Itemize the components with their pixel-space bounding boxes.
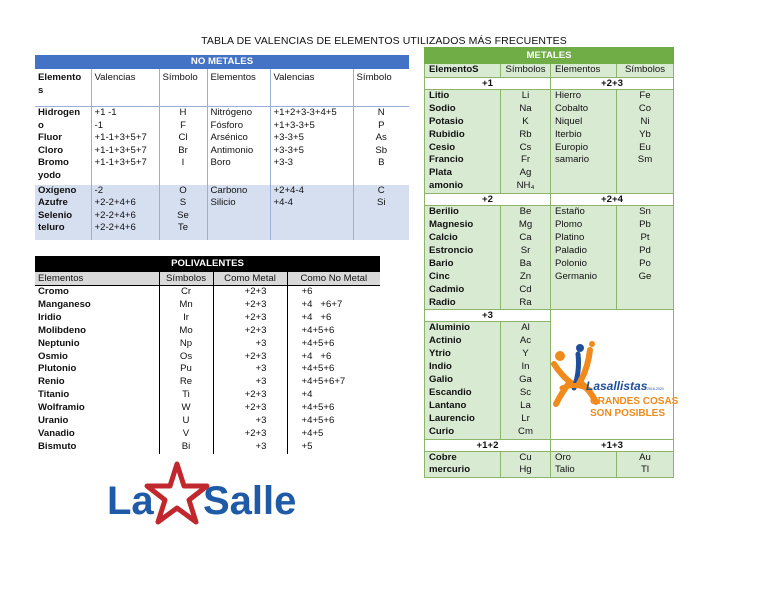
element-symbol: C <box>353 185 409 198</box>
valence-value: +1+2+3-3+4+5 <box>270 107 353 120</box>
element-name: Cinc <box>425 271 501 284</box>
figures-icon <box>554 341 596 404</box>
star-icon <box>147 464 207 522</box>
element-symbol: Sn <box>617 206 674 219</box>
valence-value: +1-1+3+5+7 <box>91 145 159 158</box>
element-name: Estaño <box>551 206 617 219</box>
element-symbol: Po <box>617 258 674 271</box>
table-row <box>425 89 674 102</box>
element-symbol: Fe <box>617 89 674 102</box>
element-symbol: P <box>353 120 409 133</box>
metal-valence: +2+3 <box>213 389 287 402</box>
nonmetal-valence: +4+5+6 <box>301 402 335 414</box>
column-header: Elementos <box>207 69 270 107</box>
element-name: Niquel <box>551 116 617 129</box>
table-row <box>425 129 674 142</box>
nonmetal-valence: +4 +6 <box>301 311 332 323</box>
element-symbol: Ag <box>501 167 551 180</box>
element-name: Uranio <box>35 415 159 428</box>
valence-group-label: +2 <box>425 194 551 206</box>
empty-cell <box>551 477 617 478</box>
element-symbol: Tl <box>617 464 674 477</box>
element-name: Antimonio <box>207 145 270 158</box>
element-symbol: Re <box>159 376 213 389</box>
element-name: Germanio <box>551 271 617 284</box>
valence-value: +4-4 <box>270 197 353 210</box>
element-symbol: Cr <box>159 286 213 299</box>
element-symbol: S <box>159 197 207 210</box>
element-name: Calcio <box>425 232 501 245</box>
table-row <box>425 426 674 439</box>
element-symbol: Np <box>159 338 213 351</box>
element-symbol: In <box>501 361 551 374</box>
element-name: Cesio <box>425 142 501 155</box>
element-name: Neptunio <box>35 338 159 351</box>
element-name: Boro <box>207 157 270 170</box>
valence-group-row <box>425 310 674 322</box>
element-name: Actinio <box>425 335 501 348</box>
element-name: Cobre <box>425 451 501 464</box>
nonmetal-valence: +4+5+6 <box>301 337 335 349</box>
element-symbol: Ti <box>159 389 213 402</box>
element-name: Arsénico <box>207 132 270 145</box>
element-name: Molibdeno <box>35 325 159 338</box>
element-name <box>207 170 270 185</box>
column-header: Elementos <box>551 64 617 78</box>
element-symbol: Ni <box>617 116 674 129</box>
element-name <box>551 284 617 297</box>
element-name: Plata <box>425 167 501 180</box>
element-symbol: Ba <box>501 258 551 271</box>
nonmetal-valence: +4+5+6 <box>301 324 335 336</box>
element-name: Berilio <box>425 206 501 219</box>
element-symbol: Sb <box>353 145 409 158</box>
element-name: Vanadio <box>35 428 159 441</box>
valence-value <box>270 170 353 185</box>
table-row <box>35 145 409 158</box>
empty-cell <box>551 426 674 439</box>
element-symbol: V <box>159 428 213 441</box>
element-symbol: B <box>353 157 409 170</box>
element-name <box>551 180 617 193</box>
valence-value: -2 <box>91 185 159 198</box>
valence-value: +2-2+4+6 <box>91 210 159 223</box>
element-name <box>551 167 617 180</box>
metal-valence: +2+3 <box>213 351 287 364</box>
element-symbol: Pu <box>159 363 213 376</box>
valence-value: +2-2+4+6 <box>91 197 159 210</box>
table-row <box>35 210 409 223</box>
valence-value: +1-1+3+5+7 <box>91 157 159 170</box>
element-symbol: Zn <box>501 271 551 284</box>
element-symbol: Sr <box>501 245 551 258</box>
element-symbol: Mo <box>159 325 213 338</box>
lasallistas-logo <box>550 342 679 424</box>
element-name: Oxígeno <box>35 185 91 198</box>
valence-value: +1+3-3+5 <box>270 120 353 133</box>
element-name: Silicio <box>207 197 270 210</box>
element-name: Bromo <box>35 157 91 170</box>
la-salle-logo-text-salle: Salle <box>203 479 297 523</box>
valence-group-label: +1+3 <box>551 439 674 451</box>
lasallistas-logo-line1: Lasallistas <box>586 379 648 393</box>
nonmetal-valence: +4+5+6 <box>301 415 335 427</box>
valence-group-label: +2+4 <box>551 194 674 206</box>
nonmetal-valence: +4 <box>301 389 313 401</box>
la-salle-logo <box>105 458 305 538</box>
column-header: Valencias <box>91 69 159 107</box>
valence-group-row <box>425 77 674 89</box>
element-symbol: Hg <box>501 464 551 477</box>
element-name: Rubidio <box>425 129 501 142</box>
nonmetal-valence: +6 <box>301 286 313 297</box>
element-symbol: Co <box>617 103 674 116</box>
table-row <box>425 219 674 232</box>
element-name: Oro <box>551 451 617 464</box>
element-symbol: I <box>159 157 207 170</box>
table-row <box>35 222 409 240</box>
element-symbol <box>159 170 207 185</box>
element-name: Radio <box>425 297 501 310</box>
element-name: Osmio <box>35 351 159 364</box>
element-symbol: Cs <box>501 142 551 155</box>
table-row <box>35 299 380 312</box>
table-row <box>35 402 380 415</box>
element-name: Galio <box>425 374 501 387</box>
element-symbol: Pt <box>617 232 674 245</box>
column-header: Símbolos <box>617 64 674 78</box>
table-row <box>35 286 380 299</box>
page-title: TABLA DE VALENCIAS DE ELEMENTOS UTILIZADOS MÁS FRECUENTES <box>201 35 567 47</box>
element-name <box>207 222 270 240</box>
element-name: Potasio <box>425 116 501 129</box>
valence-group-row <box>425 194 674 206</box>
element-symbol: Mg <box>501 219 551 232</box>
element-symbol: N <box>353 107 409 120</box>
column-header: Como Metal <box>213 272 287 286</box>
column-header: Elementos <box>35 272 159 286</box>
element-symbol: Cl <box>159 132 207 145</box>
valence-group-label: +2+3 <box>551 77 674 89</box>
table-row <box>35 197 409 210</box>
valence-value <box>270 222 353 240</box>
element-name: Bario <box>425 258 501 271</box>
table-row <box>35 338 380 351</box>
no-metales-table <box>35 55 409 240</box>
metales-header: METALES <box>425 48 674 64</box>
element-name: Polonio <box>551 258 617 271</box>
element-name: Hidrogen <box>35 107 91 120</box>
lasallistas-logo-years: 2016-2020 <box>647 387 664 391</box>
la-salle-logo-text-la: La <box>107 479 154 523</box>
element-name: Iridio <box>35 312 159 325</box>
element-name: mercurio <box>425 464 501 477</box>
nonmetal-valence: +4+5+6+7 <box>301 376 346 388</box>
element-symbol <box>353 210 409 223</box>
element-symbol <box>617 180 674 193</box>
table-row <box>425 206 674 219</box>
table-row <box>425 451 674 464</box>
element-symbol: Te <box>159 222 207 240</box>
element-name: teluro <box>35 222 91 240</box>
element-name: Cadmio <box>425 284 501 297</box>
column-header: Símbolo <box>353 69 409 107</box>
valence-value: +3-3+5 <box>270 132 353 145</box>
metal-valence: +3 <box>213 338 287 351</box>
empty-cell <box>551 322 674 335</box>
element-symbol: Al <box>501 322 551 335</box>
column-header: Símbolos <box>501 64 551 78</box>
metal-valence: +3 <box>213 363 287 376</box>
element-symbol: As <box>353 132 409 145</box>
element-name: Lantano <box>425 400 501 413</box>
element-symbol: Be <box>501 206 551 219</box>
valence-value: +1 -1 <box>91 107 159 120</box>
element-symbol <box>617 284 674 297</box>
metal-valence: +2+3 <box>213 325 287 338</box>
nonmetal-valence: +4+5 <box>301 427 324 439</box>
metal-valence: +2+3 <box>213 402 287 415</box>
empty-cell <box>425 477 501 478</box>
element-symbol: W <box>159 402 213 415</box>
element-name: Manganeso <box>35 299 159 312</box>
table-row <box>425 116 674 129</box>
table-row <box>425 103 674 116</box>
table-row <box>35 107 409 120</box>
element-name: Carbono <box>207 185 270 198</box>
element-name: Bismuto <box>35 441 159 454</box>
element-symbol: Ga <box>501 374 551 387</box>
table-row <box>35 428 380 441</box>
element-symbol: Br <box>159 145 207 158</box>
element-symbol: Li <box>501 89 551 102</box>
table-row <box>425 464 674 477</box>
element-name: Plutonio <box>35 363 159 376</box>
table-row <box>35 132 409 145</box>
table-row <box>35 312 380 325</box>
table-row <box>35 415 380 428</box>
column-header: Símbolos <box>159 272 213 286</box>
valence-value: +1-1+3+5+7 <box>91 132 159 145</box>
table-row <box>425 142 674 155</box>
table-row <box>425 322 674 335</box>
lasallistas-logo-line2: GRANDES COSAS <box>590 396 679 407</box>
nonmetal-valence: +4 +6+7 <box>301 298 343 310</box>
element-symbol: Cd <box>501 284 551 297</box>
element-symbol: Au <box>617 451 674 464</box>
table-row <box>35 120 409 133</box>
element-name: Titanio <box>35 389 159 402</box>
element-name: samario <box>551 154 617 167</box>
column-header: ElementoS <box>425 64 501 78</box>
table-row <box>425 271 674 284</box>
element-symbol: Ac <box>501 335 551 348</box>
element-symbol: Y <box>501 348 551 361</box>
element-symbol: Fr <box>501 154 551 167</box>
element-symbol <box>617 167 674 180</box>
element-symbol: H <box>159 107 207 120</box>
no-metales-header: NO METALES <box>35 55 409 69</box>
element-name: Europio <box>551 142 617 155</box>
element-symbol: Os <box>159 351 213 364</box>
element-name: yodo <box>35 170 91 185</box>
nonmetal-valence: +4+5+6 <box>301 363 335 375</box>
element-symbol: Ca <box>501 232 551 245</box>
element-name: amonio <box>425 180 501 193</box>
element-symbol: Ir <box>159 312 213 325</box>
metal-valence: +2+3 <box>213 299 287 312</box>
element-name: Renio <box>35 376 159 389</box>
element-name: Plomo <box>551 219 617 232</box>
table-row <box>425 232 674 245</box>
table-row <box>425 180 674 193</box>
metal-valence: +2+3 <box>213 286 287 299</box>
element-name: o <box>35 120 91 133</box>
element-name: Azufre <box>35 197 91 210</box>
element-name: Escandio <box>425 387 501 400</box>
metal-valence: +3 <box>213 415 287 428</box>
table-row <box>425 297 674 310</box>
element-symbol: Bi <box>159 441 213 454</box>
element-symbol: Na <box>501 103 551 116</box>
element-name: Fósforo <box>207 120 270 133</box>
table-row <box>35 170 409 185</box>
element-name: Nitrógeno <box>207 107 270 120</box>
element-symbol: Cu <box>501 451 551 464</box>
element-symbol: F <box>159 120 207 133</box>
metal-valence: +2+3 <box>213 312 287 325</box>
element-name: Cloro <box>35 145 91 158</box>
element-name: Wolframio <box>35 402 159 415</box>
element-name <box>551 297 617 310</box>
element-name: Litio <box>425 89 501 102</box>
element-name <box>207 210 270 223</box>
column-header: Símbolo <box>159 69 207 107</box>
empty-cell <box>617 477 674 478</box>
valence-group-row <box>425 439 674 451</box>
element-name: Ytrio <box>425 348 501 361</box>
element-symbol: Rb <box>501 129 551 142</box>
element-symbol: Mn <box>159 299 213 312</box>
table-row <box>425 167 674 180</box>
metal-valence: +3 <box>213 441 287 454</box>
metal-valence: +2+3 <box>213 428 287 441</box>
element-name: Cobalto <box>551 103 617 116</box>
element-name: Estroncio <box>425 245 501 258</box>
lasallistas-logo-line3: SON POSIBLES <box>590 408 666 419</box>
table-row <box>35 157 409 170</box>
table-row <box>35 389 380 402</box>
element-name: Hierro <box>551 89 617 102</box>
valence-group-label: +3 <box>425 310 551 322</box>
valence-group-label: +1+2 <box>425 439 551 451</box>
element-name: Francio <box>425 154 501 167</box>
column-header: Como No Metal <box>287 272 380 286</box>
element-symbol: K <box>501 116 551 129</box>
element-symbol: Ge <box>617 271 674 284</box>
valence-value: -1 <box>91 120 159 133</box>
element-symbol: Ra <box>501 297 551 310</box>
valence-value: +3-3 <box>270 157 353 170</box>
column-header: Elemento s <box>35 69 91 107</box>
element-name: Aluminio <box>425 322 501 335</box>
table-row <box>425 284 674 297</box>
valence-value: +3-3+5 <box>270 145 353 158</box>
nonmetal-valence: +5 <box>301 440 313 452</box>
table-row <box>35 441 380 454</box>
element-symbol <box>617 297 674 310</box>
element-symbol: Yb <box>617 129 674 142</box>
valence-value <box>270 210 353 223</box>
empty-cell <box>501 477 551 478</box>
table-row <box>425 258 674 271</box>
element-symbol: Sm <box>617 154 674 167</box>
metal-valence: +3 <box>213 376 287 389</box>
element-symbol: Lr <box>501 413 551 426</box>
table-row <box>35 351 380 364</box>
empty-cell <box>551 310 674 322</box>
table-row <box>425 154 674 167</box>
element-name: Platino <box>551 232 617 245</box>
nonmetal-valence: +4 +6 <box>301 350 332 362</box>
element-symbol: Cm <box>501 426 551 439</box>
element-name: Talio <box>551 464 617 477</box>
element-symbol: Eu <box>617 142 674 155</box>
element-name: Curio <box>425 426 501 439</box>
element-symbol: Sc <box>501 387 551 400</box>
element-name: Magnesio <box>425 219 501 232</box>
element-symbol: NH₄ <box>501 180 551 193</box>
valence-group-label: +1 <box>425 77 551 89</box>
element-name: Selenio <box>35 210 91 223</box>
table-row <box>35 376 380 389</box>
column-header: Valencias <box>270 69 353 107</box>
element-name: Sodio <box>425 103 501 116</box>
element-name: Laurencio <box>425 413 501 426</box>
element-symbol <box>353 170 409 185</box>
valence-value: +2-2+4+6 <box>91 222 159 240</box>
element-name: Cromo <box>35 286 159 299</box>
element-symbol: U <box>159 415 213 428</box>
element-symbol <box>353 222 409 240</box>
valence-value: +2+4-4 <box>270 185 353 198</box>
element-name: Indio <box>425 361 501 374</box>
valence-value <box>91 170 159 185</box>
element-symbol: Se <box>159 210 207 223</box>
element-name: Iterbio <box>551 129 617 142</box>
table-row <box>35 363 380 376</box>
element-name: Paladio <box>551 245 617 258</box>
table-row <box>425 245 674 258</box>
element-symbol: Si <box>353 197 409 210</box>
element-symbol: Pd <box>617 245 674 258</box>
element-symbol: O <box>159 185 207 198</box>
element-symbol: La <box>501 400 551 413</box>
element-name: Fluor <box>35 132 91 145</box>
table-row <box>35 325 380 338</box>
spacer-row <box>425 477 674 478</box>
polivalentes-table <box>35 256 380 454</box>
polivalentes-header: POLIVALENTES <box>35 256 380 272</box>
table-row <box>35 185 409 198</box>
element-symbol: Pb <box>617 219 674 232</box>
